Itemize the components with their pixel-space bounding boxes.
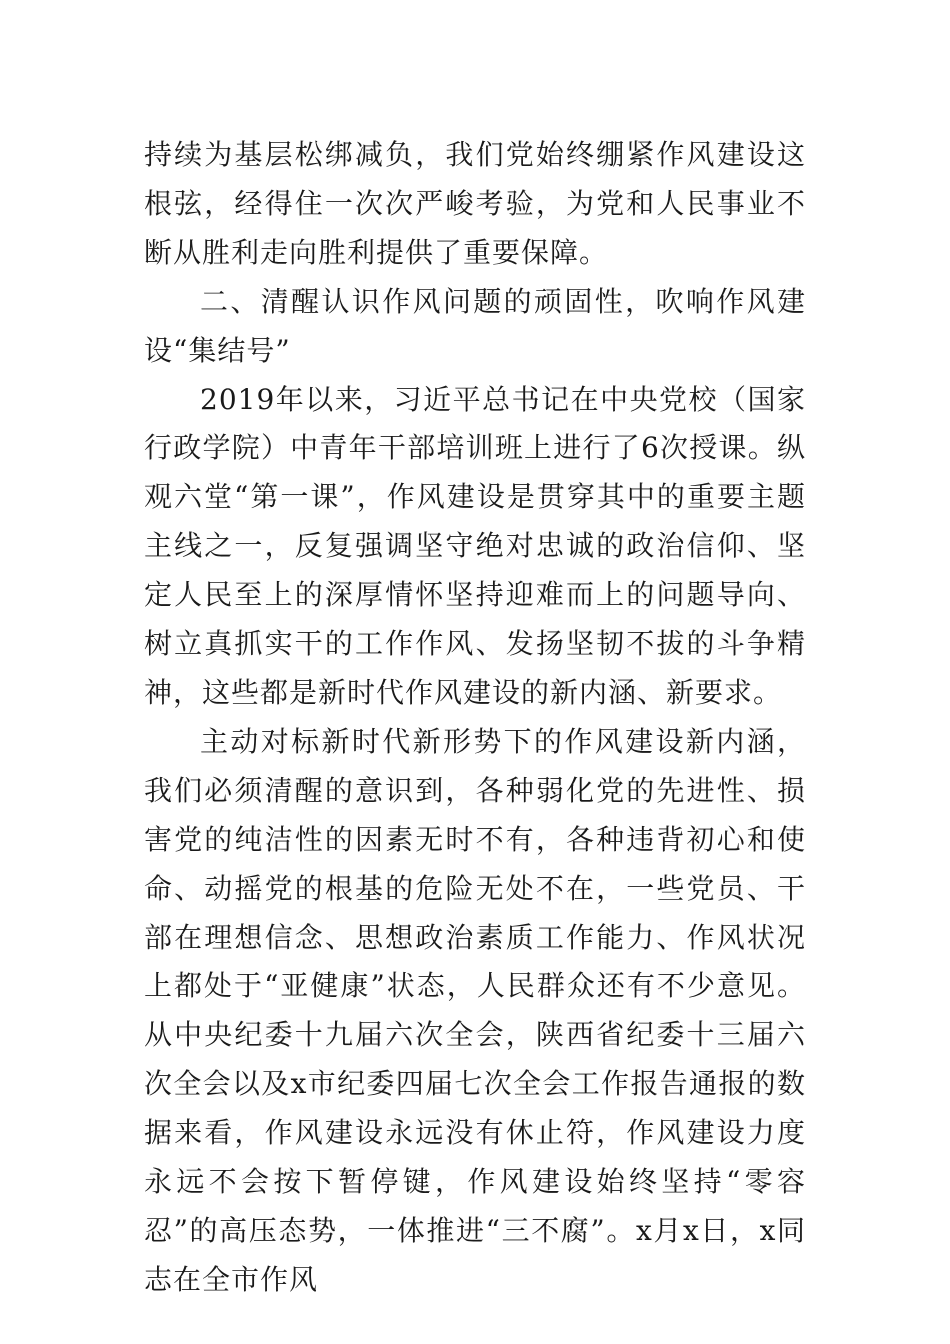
paragraph-continuation: 持续为基层松绑减负，我们党始终绷紧作风建设这根弦，经得住一次次严峻考验，为党和人民事业不断从胜利走向胜利提供了重要保障。 <box>144 138 806 269</box>
paragraph-style-building: 主动对标新时代新形势下的作风建设新内涵，我们必须清醒的意识到，各种弱化党的先进性、损害党的纯洁性的因素无时不有，各种违背初心和使命、动摇党的根基的危险无处不在，一些党员、干部在理想信念、思想政治素质工作能力、作风状况上都处于“亚健康”状态，人民群众还有不少意见。从中央纪委十九届六次全会，陕西省纪委十三届六次全会以及x市纪委四届七次全会工作报告通报的数据来看，作风建设永远没有休止符，作风建设力度永远不会按下暂停键，作风建设始终坚持“零容忍”的高压态势，一体推进“三不腐”。x月x日，x同志在全市作风 <box>144 724 806 1296</box>
paragraph-training-lessons: 2019年以来，习近平总书记在中央党校（国家行政学院）中青年干部培训班上进行了6次授课。纵观六堂“第一课”，作风建设是贯穿其中的重要主题主线之一，反复强调坚守绝对忠诚的政治信仰、坚定人民至上的深厚情怀坚持迎难而上的问题导向、树立真抓实干的工作作风、发扬坚韧不拔的斗争精神，这些都是新时代作风建设的新内涵、新要求。 <box>144 382 806 709</box>
section-heading: 二、清醒认识作风问题的顽固性，吹响作风建设“集结号” <box>144 284 806 367</box>
document-body <box>144 131 806 1305</box>
